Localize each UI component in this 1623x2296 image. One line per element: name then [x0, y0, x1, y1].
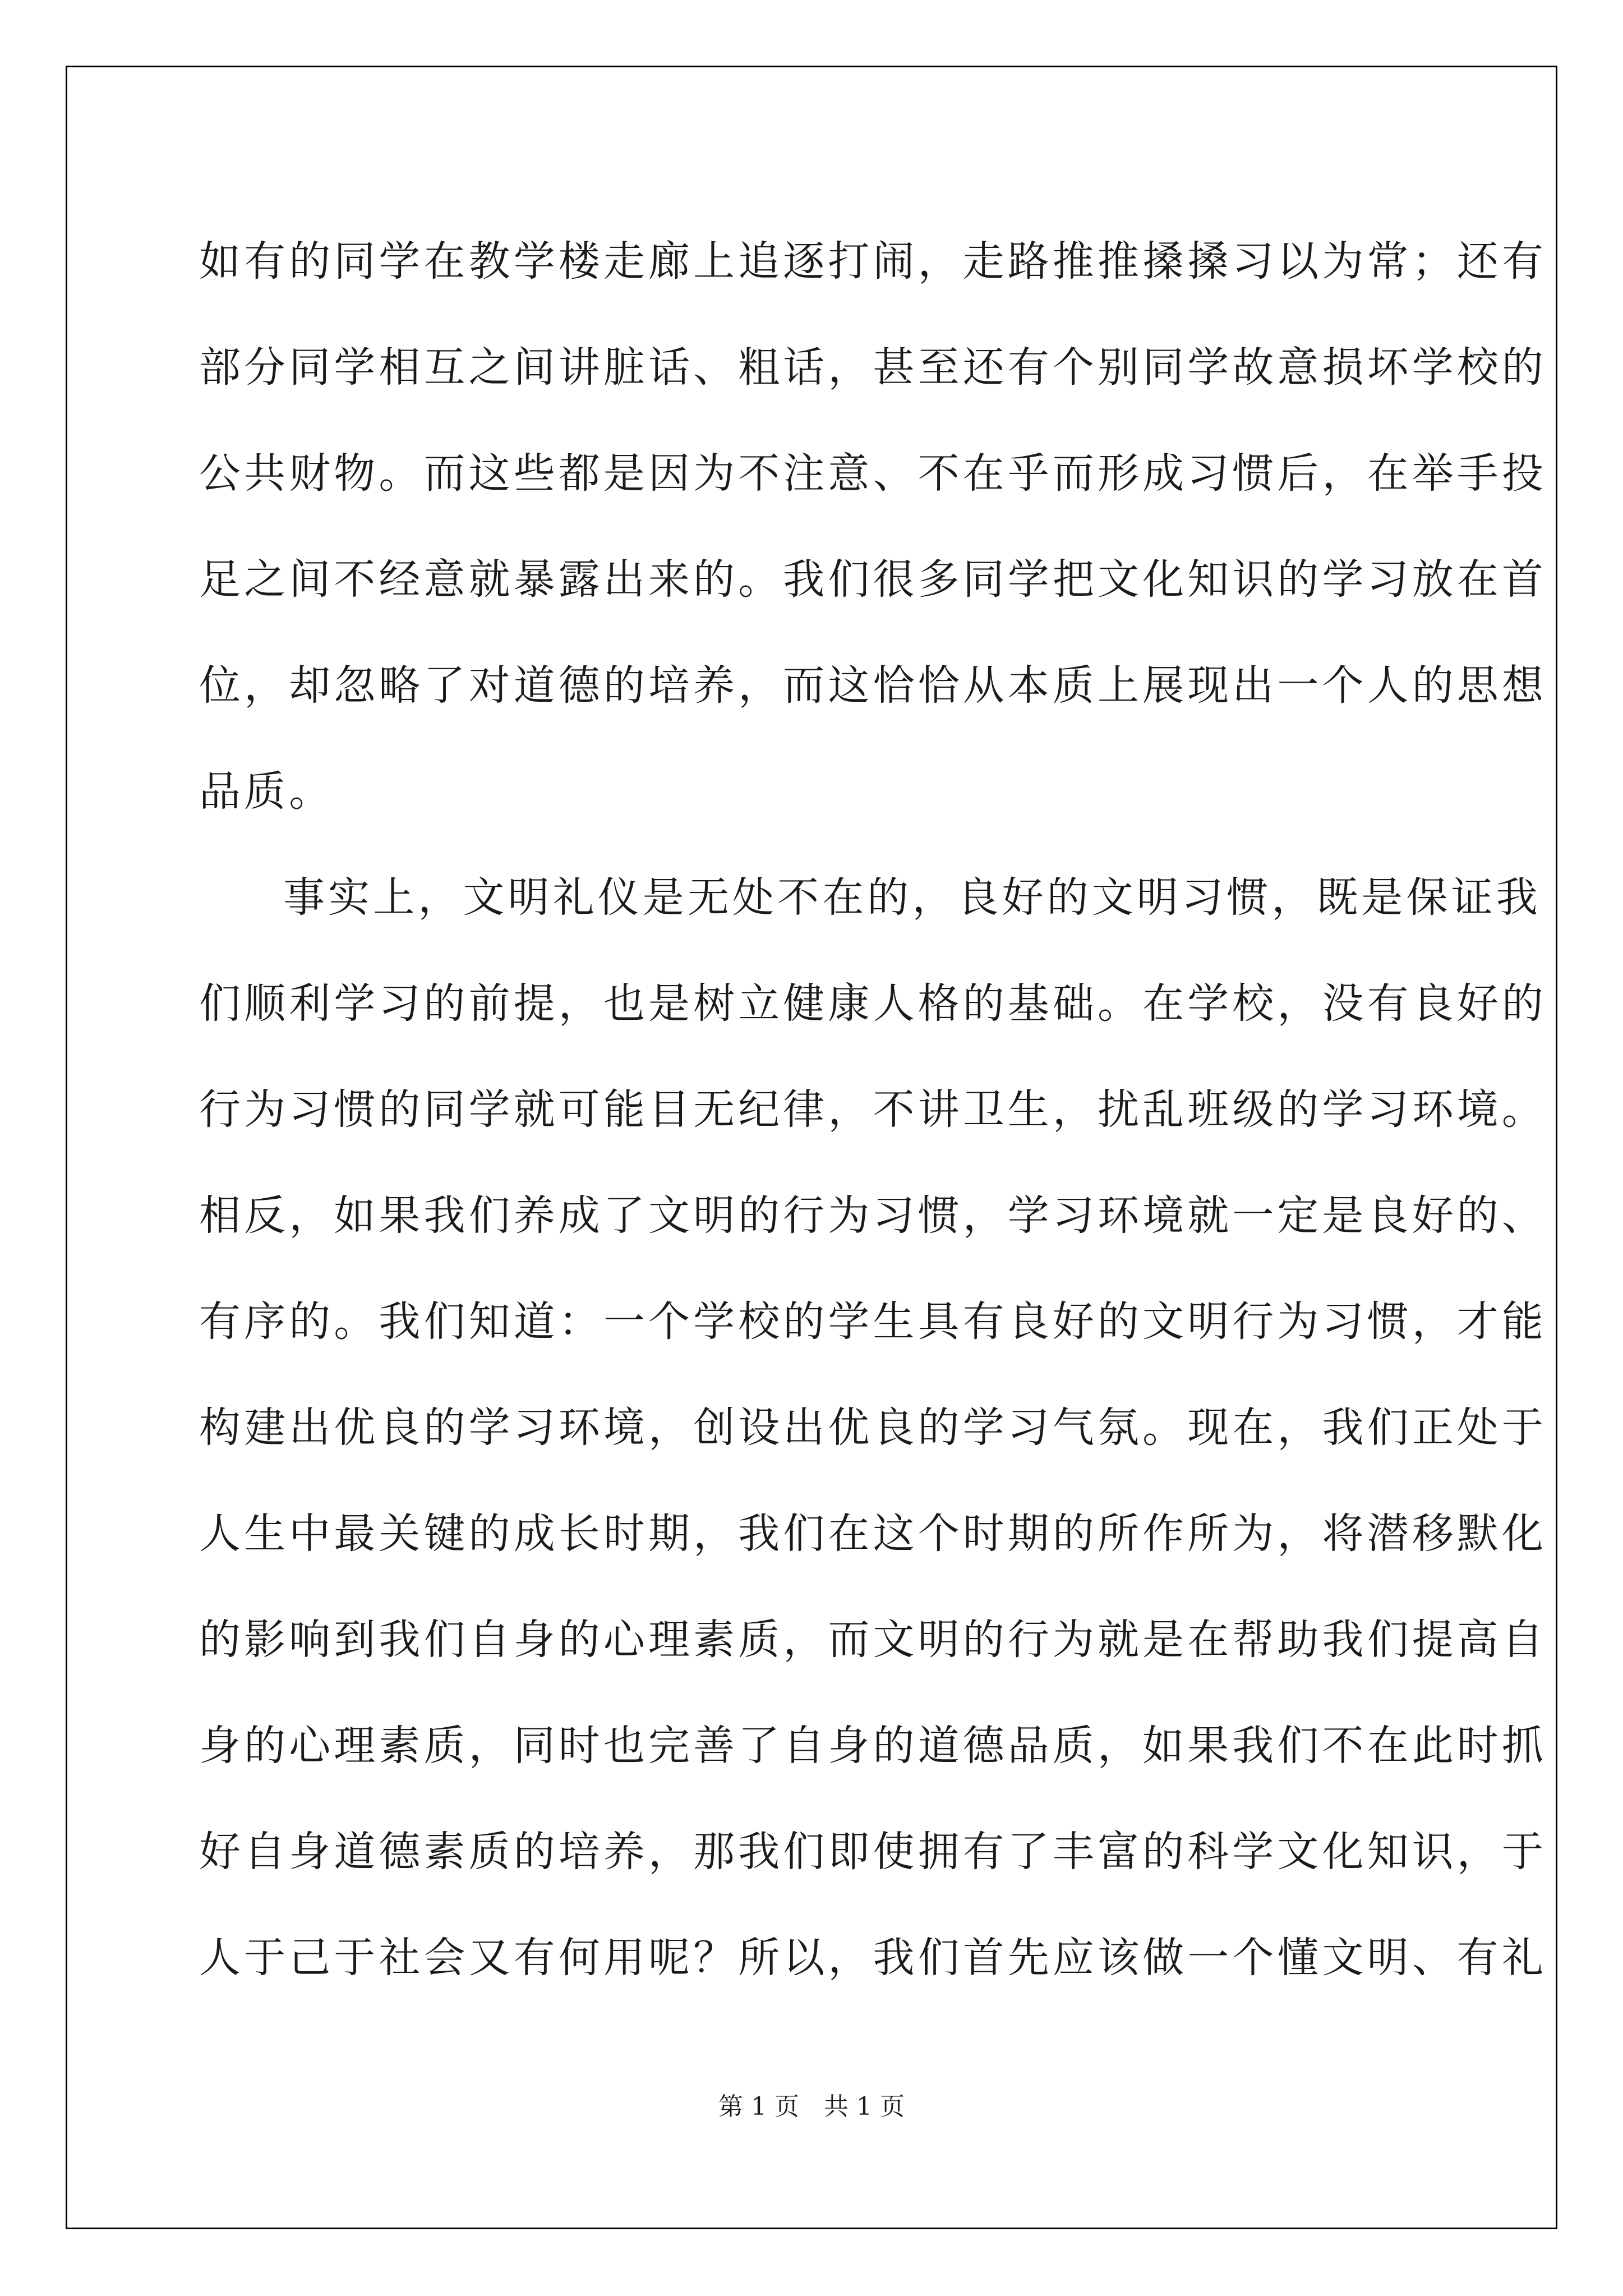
text-line: 部分同学相互之间讲脏话、粗话，甚至还有个别同学故意损坏学校的 — [199, 343, 1547, 392]
text-line: 人生中最关键的成长时期，我们在这个时期的所作所为，将潜移默化 — [199, 1510, 1547, 1558]
text-line: 们顺利学习的前提，也是树立健康人格的基础。在学校，没有良好的 — [199, 979, 1547, 1028]
document-body — [199, 209, 1547, 2011]
text-line: 相反，如果我们养成了文明的行为习惯，学习环境就一定是良好的、 — [199, 1191, 1547, 1240]
text-line: 公共财物。而这些都是因为不注意、不在乎而形成习惯后，在举手投 — [199, 449, 1547, 498]
text-line: 构建出优良的学习环境，创设出优良的学习气氛。现在，我们正处于 — [199, 1404, 1547, 1452]
text-line: 足之间不经意就暴露出来的。我们很多同学把文化知识的学习放在首 — [199, 555, 1547, 604]
text-line: 的影响到我们自身的心理素质，而文明的行为就是在帮助我们提高自 — [199, 1616, 1547, 1664]
paragraph-first-line: 事实上，文明礼仪是无处不在的，良好的文明习惯，既是保证我 — [283, 873, 1541, 922]
text-line: 位，却忽略了对道德的培养，而这恰恰从本质上展现出一个人的思想 — [199, 661, 1547, 710]
text-line: 行为习惯的同学就可能目无纪律，不讲卫生，扰乱班级的学习环境。 — [199, 1085, 1547, 1134]
text-line: 身的心理素质，同时也完善了自身的道德品质，如果我们不在此时抓 — [199, 1722, 1547, 1770]
text-line: 品质。 — [199, 767, 334, 816]
page-number-label: 第 1 页 共 1 页 — [718, 2092, 905, 2121]
page-footer — [0, 2090, 1623, 2124]
text-line: 好自身道德素质的培养，那我们即使拥有了丰富的科学文化知识，于 — [199, 1828, 1547, 1876]
text-line: 人于己于社会又有何用呢？所以，我们首先应该做一个懂文明、有礼 — [199, 1934, 1547, 1982]
text-line: 如有的同学在教学楼走廊上追逐打闹，走路推推搡搡习以为常；还有 — [199, 237, 1547, 286]
text-line: 有序的。我们知道：一个学校的学生具有良好的文明行为习惯，才能 — [199, 1297, 1547, 1346]
